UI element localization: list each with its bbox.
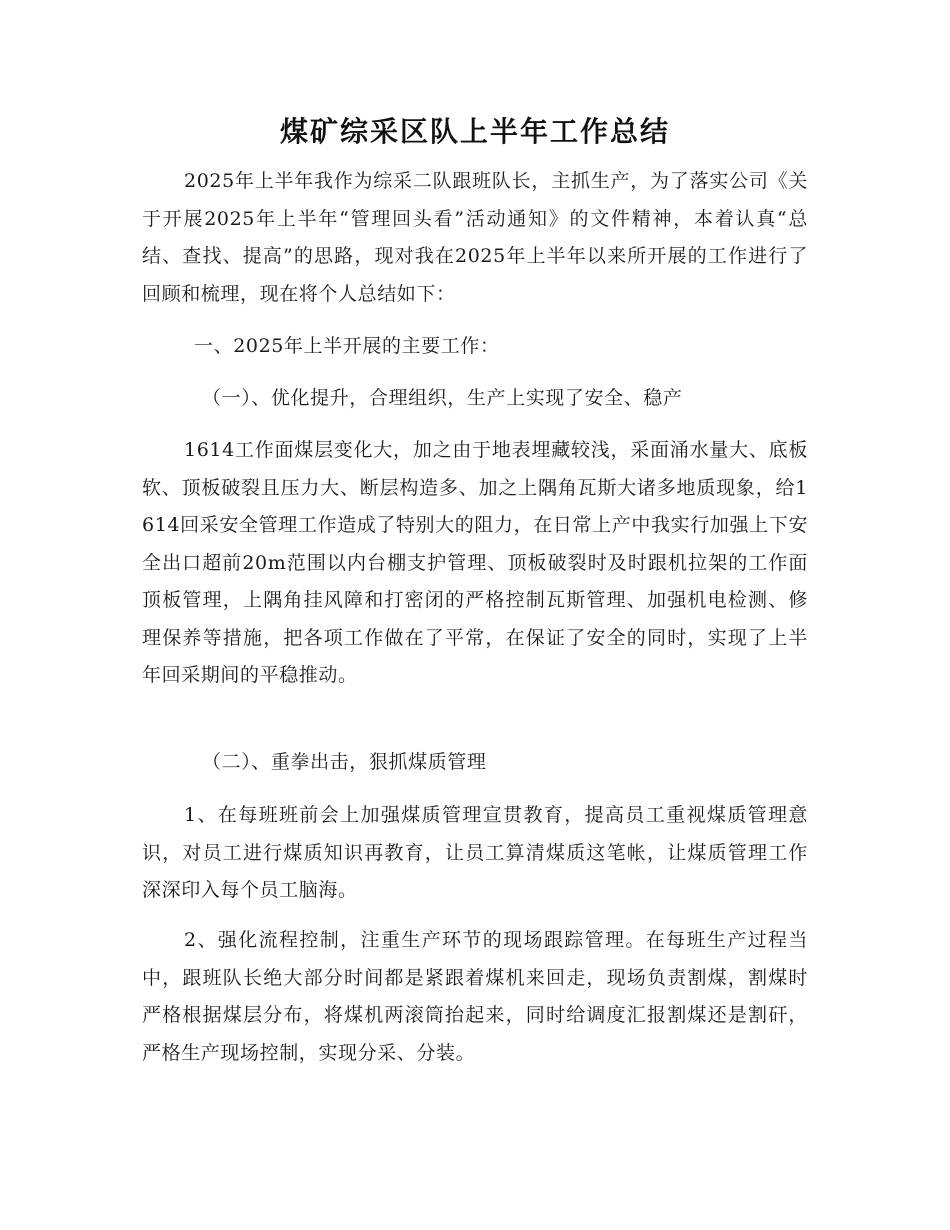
subsection-heading-1: （一）、优化提升，合理组织，生产上实现了安全、稳产 [202, 387, 683, 409]
list-item-1: 1、在每班班前会上加强煤质管理宣贯教育，提高员工重视煤质管理意识，对员工进行煤质知识再教育，让员工算清煤质这笔帐，让煤质管理工作深深印入每个员工脑海。 [142, 804, 808, 901]
intro-paragraph: 2025年上半年我作为综采二队跟班队长，主抓生产，为了落实公司《关于开展2025年上半年“管理回头看”活动通知》的文件精神，本着认真“总结、查找、提高”的思路，现对我在2025年上半年以来所开展的工作进行了回顾和梳理，现在将个人总结如下： [142, 170, 808, 305]
subsection-heading-2: （二）、重拳出击，狠抓煤质管理 [202, 751, 487, 773]
subsection-1-paragraph: 1614工作面煤层变化大，加之由于地表埋藏较浅，采面涌水量大、底板软、顶板破裂且压力大、断层构造多、加之上隅角瓦斯大诸多地质现象，给1614回采安全管理工作造成了特别大的阻力，在日常上产中我实行加强上下安全出口超前20m范围以内台棚支护管理、顶板破裂时及时跟机拉架的工作面顶板管理，上隅角挂风障和打密闭的严格控制瓦斯管理、加强机电检测、修理保养等措施，把各项工作做在了平常，在保证了安全的同时，实现了上半年回采期间的平稳推动。 [142, 439, 808, 686]
document-title: 煤矿综采区队上半年工作总结 [279, 115, 670, 148]
list-item-2: 2、强化流程控制，注重生产环节的现场跟踪管理。在每班生产过程当中，跟班队长绝大部分时间都是紧跟着煤机来回走，现场负责割煤，割煤时严格根据煤层分布，将煤机两滚筒抬起来，同时给调度汇报割煤还是割矸，严格生产现场控制，实现分采、分装。 [142, 929, 808, 1064]
section-heading: 一、2025年上半开展的主要工作： [194, 335, 500, 357]
